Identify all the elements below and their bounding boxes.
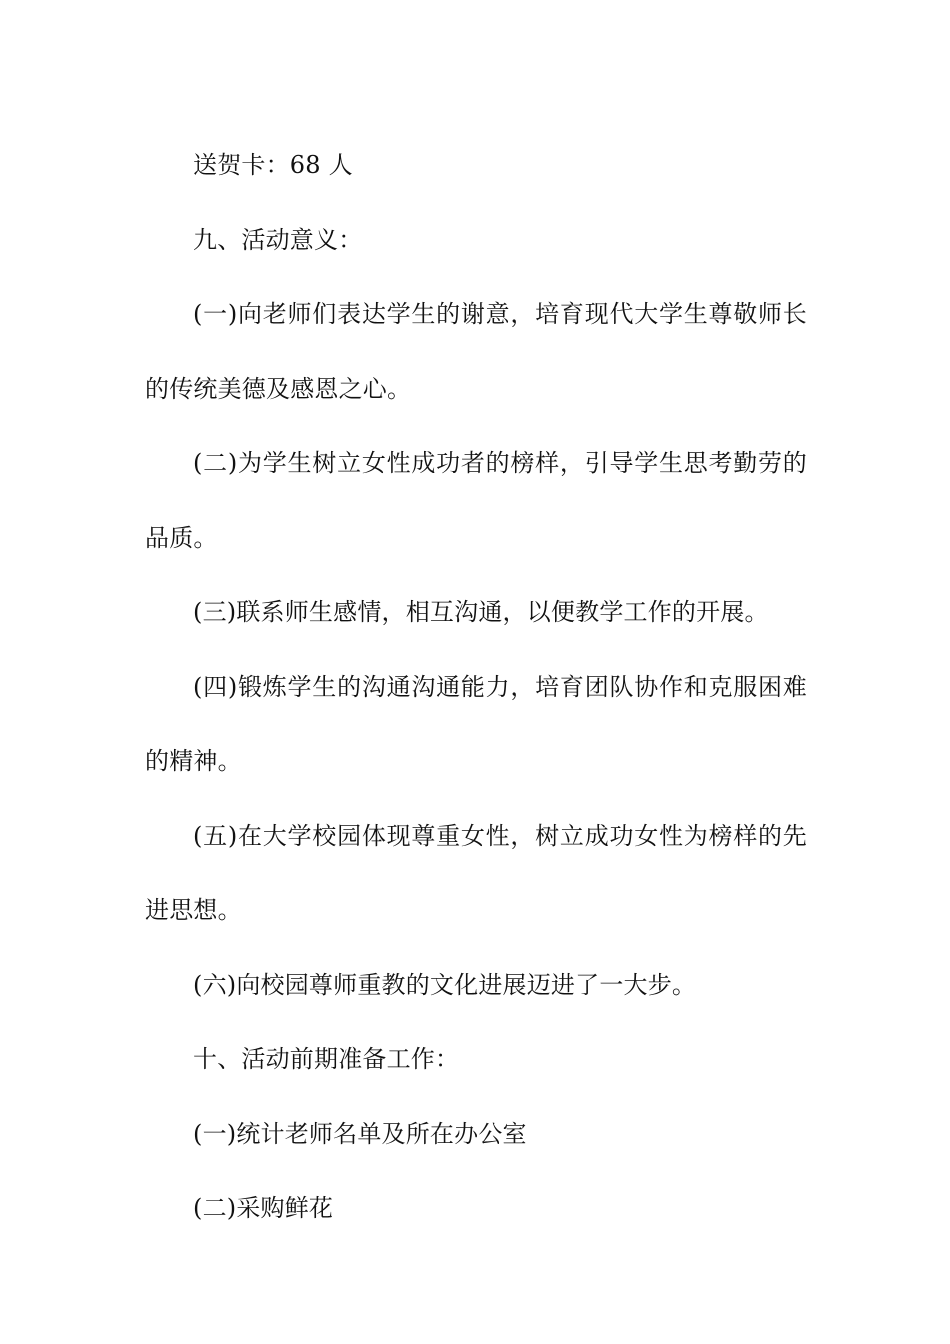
heading-preparation-work: 十、活动前期准备工作：: [193, 1045, 460, 1073]
preparation-item-1: (一)统计老师名单及所在办公室: [193, 1119, 527, 1148]
paragraph-item-4: (四)锻炼学生的沟通沟通能力，培育团队协作和克服困难的精神。: [145, 672, 807, 775]
paragraph-item-2: (二)为学生树立女性成功者的榜样，引导学生思考勤劳的品质。: [145, 449, 807, 552]
heading-activity-significance: 九、活动意义：: [193, 225, 363, 254]
paragraph-item-5: (五)在大学校园体现尊重女性，树立成功女性为榜样的先进思想。: [145, 821, 807, 924]
paragraph-greeting-cards: 送贺卡：68 人: [193, 151, 353, 179]
paragraph-item-6: (六)向校园尊师重教的文化进展迈进了一大步。: [193, 970, 697, 999]
preparation-item-2: (二)采购鲜花: [193, 1194, 334, 1222]
paragraph-item-3: (三)联系师生感情，相互沟通，以便教学工作的开展。: [193, 598, 769, 626]
paragraph-item-1: (一)向老师们表达学生的谢意，培育现代大学生尊敬师长的传统美德及感恩之心。: [145, 300, 807, 403]
document-body: [145, 128, 807, 1246]
